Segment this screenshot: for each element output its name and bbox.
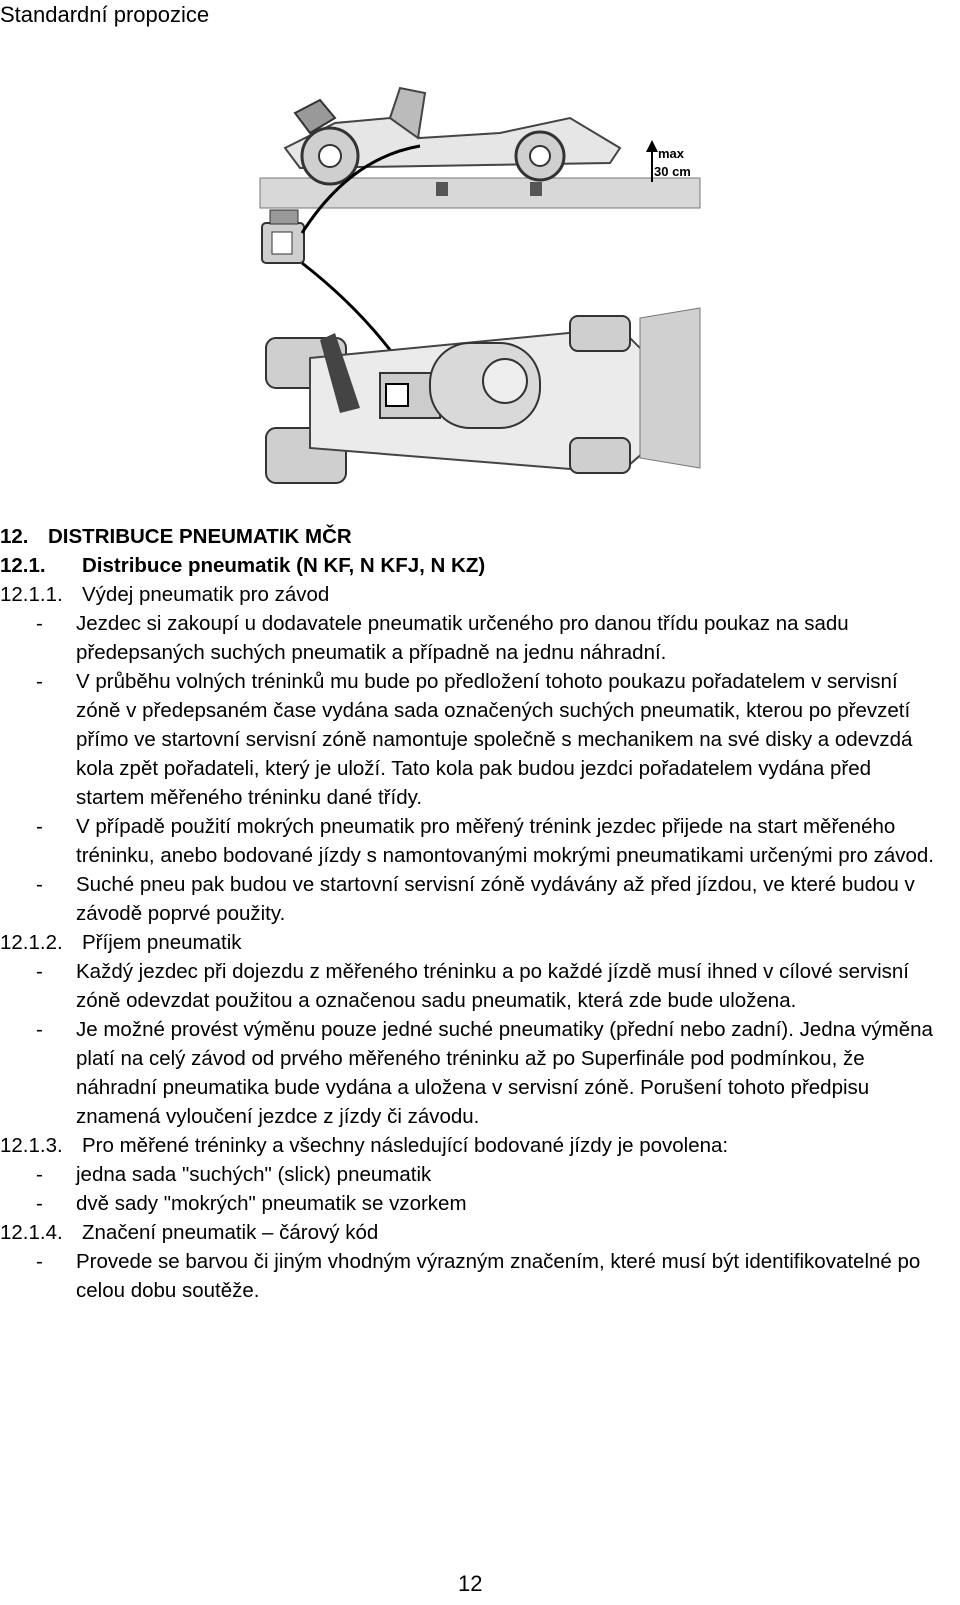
block-number: 12.1.2. bbox=[0, 931, 63, 954]
height-value-label: 30 cm bbox=[654, 164, 691, 179]
list-dash: - bbox=[36, 960, 43, 983]
list-item-text: V průběhu volných tréninků mu bude po předložení tohoto poukazu pořadatelem v servisní zóně v předepsaném čase vydána sada označených suchých pneumatik, kterou po převzetí přímo ve startovní servisní zóně namontuje společně s mechanikem na své disky a odevzdá kola zpět pořadateli, který je uloží. Tato kola pak budou jezdci pořadatelem vydána před startem měřeného tréninku dané třídy. bbox=[76, 670, 913, 809]
page-number: 12 bbox=[458, 1571, 483, 1596]
list-item-text: V případě použití mokrých pneumatik pro měřený trénink jezdec přijede na start měřeného tréninku, anebo bodované jízdy s namontovanými mokrými pneumatikami určenými pro závod. bbox=[76, 815, 934, 867]
block-number: 12.1.3. bbox=[0, 1134, 63, 1157]
block-title: Pro měřené tréninky a všechny následující bodované jízdy je povolena: bbox=[82, 1134, 729, 1157]
subsection-title: Distribuce pneumatik (N KF, N KFJ, N KZ) bbox=[82, 554, 486, 577]
list-item-text: jedna sada "suchých" (slick) pneumatik bbox=[76, 1163, 432, 1186]
list-dash: - bbox=[36, 815, 43, 838]
list-dash: - bbox=[36, 1018, 43, 1041]
list-item bbox=[0, 870, 945, 928]
section-number: 12. bbox=[0, 525, 29, 548]
block-title: Příjem pneumatik bbox=[82, 931, 242, 954]
list-item-text: dvě sady "mokrých" pneumatik se vzorkem bbox=[76, 1192, 467, 1215]
list-item-text: Provede se barvou či jiným vhodným výrazným značením, které musí být identifikovatelné po celou dobu soutěže. bbox=[76, 1250, 921, 1302]
block-number: 12.1.1. bbox=[0, 583, 63, 606]
block-heading bbox=[0, 1218, 945, 1247]
list-dash: - bbox=[36, 1163, 43, 1186]
list-item bbox=[0, 667, 945, 812]
list-item bbox=[0, 1247, 945, 1305]
list-dash: - bbox=[36, 873, 43, 896]
block-title: Značení pneumatik – čárový kód bbox=[82, 1221, 379, 1244]
block-2 bbox=[0, 928, 945, 1131]
list-item bbox=[0, 957, 945, 1015]
list-item-text: Suché pneu pak budou ve startovní servisní zóně vydávány až před jízdou, ve které budou v závodě poprvé použity. bbox=[76, 873, 915, 925]
block-heading bbox=[0, 580, 945, 609]
document-body bbox=[0, 522, 945, 1305]
section-heading bbox=[0, 522, 945, 551]
block-4 bbox=[0, 1218, 945, 1305]
list-item bbox=[0, 1189, 945, 1218]
subsection-heading bbox=[0, 551, 945, 580]
list-item-text: Jezdec si zakoupí u dodavatele pneumatik určeného pro danou třídu poukaz na sadu předepsaných suchých pneumatik a případně na jednu náhradní. bbox=[76, 612, 849, 664]
list-dash: - bbox=[36, 670, 43, 693]
block-3 bbox=[0, 1131, 945, 1218]
block-heading bbox=[0, 1131, 945, 1160]
subsection-number: 12.1. bbox=[0, 554, 46, 577]
list-item bbox=[0, 1015, 945, 1131]
list-item-text: Každý jezdec při dojezdu z měřeného tréninku a po každé jízdě musí ihned v cílové servisní zóně odevzdat použitou a označenou sadu pneumatik, která zde bude uložena. bbox=[76, 960, 909, 1012]
page-header: Standardní propozice bbox=[0, 2, 210, 27]
list-dash: - bbox=[36, 1250, 43, 1273]
list-dash: - bbox=[36, 612, 43, 635]
block-1 bbox=[0, 580, 945, 928]
list-dash: - bbox=[36, 1192, 43, 1215]
kart-top-view bbox=[266, 308, 700, 483]
height-max-label: max bbox=[658, 146, 685, 161]
block-number: 12.1.4. bbox=[0, 1221, 63, 1244]
block-heading bbox=[0, 928, 945, 957]
block-title: Výdej pneumatik pro závod bbox=[82, 583, 330, 606]
list-item bbox=[0, 1160, 945, 1189]
section-title: DISTRIBUCE PNEUMATIK MČR bbox=[48, 525, 352, 548]
list-item bbox=[0, 812, 945, 870]
list-item-text: Je možné provést výměnu pouze jedné suché pneumatiky (přední nebo zadní). Jedna výměna platí na celý závod od prvého měřeného tréninku až po Superfinále pod podmínkou, že náhradní pneumatika bude vydána a uložena v servisní zóně. Porušení tohoto předpisu znamená vyloučení jezdce z jízdy či závodu. bbox=[76, 1018, 933, 1128]
list-item bbox=[0, 609, 945, 667]
kart-side-view bbox=[260, 88, 700, 208]
kart-diagram bbox=[240, 78, 710, 503]
